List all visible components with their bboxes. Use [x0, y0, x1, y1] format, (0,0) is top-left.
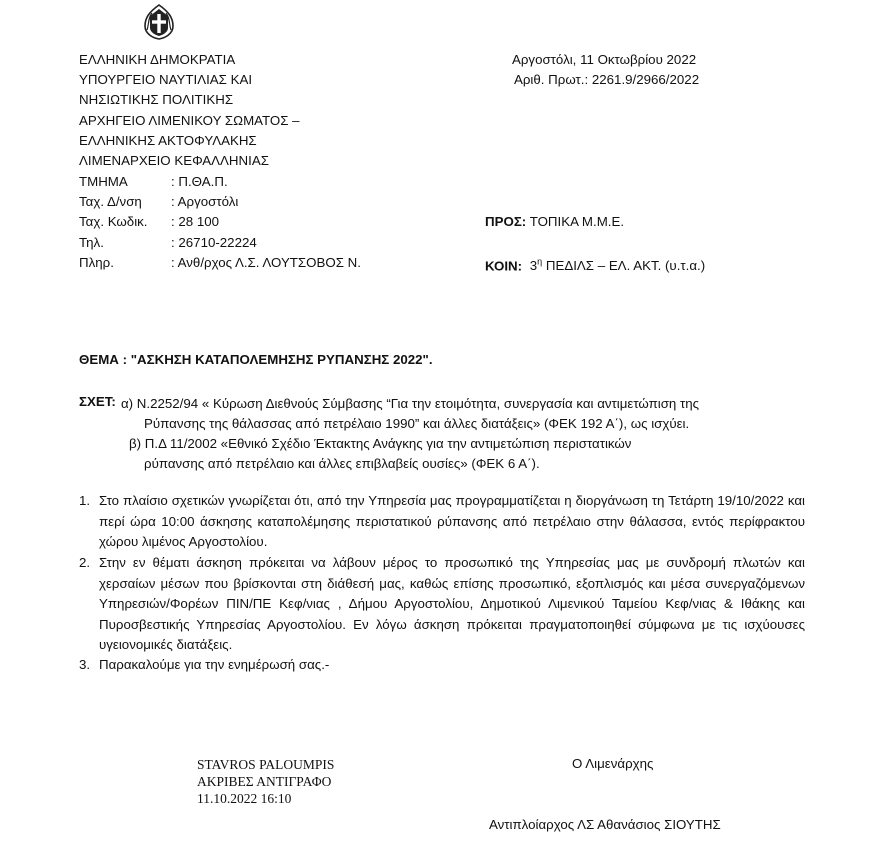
body-item — [79, 491, 805, 553]
item-text: Στην εν θέματι άσκηση πρόκειται να λάβουν μέρος το προσωπικό της Υπηρεσίας μας με συνδρομή πλωτών και χερσαίων μέσων που βρίσκονται στη διάθεσή μας, καθώς επίσης προσωπικό, εξοπλισμός και μέσα συνεργαζόμενων Υπηρεσιών/Φορέων ΠΙΝ/ΠΕ Κεφ/νιας , Δήμου Αργοστολίου, Δημοτικού Λιμενικού Ταμείου Κεφ/νιας & Ιθάκης και Πυροσβεστικής Υπηρεσίας Αργοστολίου. Εν λόγω άσκηση πρόκειται πραγματοποιηθεί σύμφωνα με τις ισχύουσες υγειονομικές διατάξεις. — [99, 555, 805, 653]
authority-line: ΛΙΜΕΝΑΡΧΕΙΟ ΚΕΦΑΛΛΗΝΙΑΣ — [79, 153, 269, 169]
recipient-to — [485, 212, 624, 232]
contact-info — [79, 172, 361, 273]
item-number: 3. — [79, 657, 91, 672]
contact-key: Ταχ. Δ/νση — [79, 194, 142, 210]
greek-coat-of-arms-icon — [141, 4, 177, 40]
references-label: ΣΧΕΤ: — [79, 394, 116, 409]
contact-key: ΤΜΗΜΑ — [79, 174, 128, 189]
reference-a-line1: α) Ν.2252/94 « Κύρωση Διεθνούς Σύμβασης “Για την ετοιμότητα, συνεργασία και αντιμετώπιση της — [121, 396, 700, 411]
reference-b-line2: ρύπανσης από πετρέλαιο και άλλες επιβλαβείς ουσίες» (ΦΕΚ 6 Α΄). — [144, 456, 540, 471]
protocol-number: Αριθ. Πρωτ.: 2261.9/2966/2022 — [514, 72, 700, 88]
place-date: Αργοστόλι, 11 Οκτωβρίου 2022 — [512, 52, 697, 67]
to-label: ΠΡΟΣ: — [485, 214, 527, 229]
to-value: ΤΟΠΙΚΑ Μ.Μ.Ε. — [529, 214, 625, 229]
reference-a-line2: Ρύπανσης της θάλασσας από πετρέλαιο 1990” και άλλες διατάξεις» (ΦΕΚ 192 Α΄), ως ισχύει. — [144, 416, 690, 431]
contact-key: Ταχ. Κωδικ. — [79, 214, 148, 230]
contact-row — [79, 172, 361, 192]
certified-copy-stamp — [197, 756, 334, 807]
contact-key: Τηλ. — [79, 234, 104, 250]
contact-value: : 28 100 — [171, 214, 220, 230]
body-item — [79, 655, 805, 676]
body-item — [79, 553, 805, 656]
subject-line: ΘΕΜΑ : "ΑΣΚΗΣΗ ΚΑΤΑΠΟΛΕΜΗΣΗΣ ΡΥΠΑΝΣΗΣ 2022". — [79, 352, 433, 367]
contact-key: Πληρ. — [79, 254, 114, 270]
contact-value: : 26710-22224 — [171, 234, 257, 250]
stamp-line: ΑΚΡΙΒΕΣ ΑΝΤΙΓΡΑΦΟ — [197, 774, 332, 789]
contact-value: : Αργοστόλι — [171, 194, 239, 210]
contact-row — [79, 212, 361, 232]
cc-label: ΚΟΙΝ: — [485, 258, 523, 274]
item-text: Παρακαλούμε για την ενημέρωσή σας.- — [99, 657, 330, 672]
contact-row — [79, 233, 361, 253]
authority-line: ΝΗΣΙΩΤΙΚΗΣ ΠΟΛΙΤΙΚΗΣ — [79, 92, 234, 108]
stamp-line: 11.10.2022 16:10 — [197, 791, 292, 806]
item-number: 1. — [79, 493, 91, 508]
contact-value: : Π.ΘΑ.Π. — [171, 174, 228, 189]
recipient-cc — [485, 252, 705, 277]
item-number: 2. — [79, 555, 91, 570]
cc-value: $3^\eta$ ΠΕΔΙΛΣ – ΕΛ. ΑΚΤ. (υ.τ.α.) — [529, 257, 706, 274]
stamp-line: STAVROS PALOUMPIS — [197, 757, 335, 772]
authority-line: ΕΛΛΗΝΙΚΗΣ ΑΚΤΟΦΥΛΑΚΗΣ — [79, 132, 257, 148]
authority-header — [79, 50, 300, 171]
document-meta — [512, 50, 699, 90]
authority-line: ΕΛΛΗΝΙΚΗ ΔΗΜΟΚΡΑΤΙΑ — [79, 52, 236, 67]
reference-b-line1: β) Π.Δ 11/2002 «Εθνικό Σχέδιο Έκτακτης Ανάγκης για την αντιμετώπιση περιστατικών — [129, 436, 632, 451]
signatory-name: Αντιπλοίαρχος ΛΣ Αθανάσιος ΣΙΟΥΤΗΣ — [489, 817, 721, 832]
contact-row — [79, 192, 361, 212]
authority-line: ΥΠΟΥΡΓΕΙΟ ΝΑΥΤΙΛΙΑΣ ΚΑΙ — [79, 72, 253, 88]
contact-value: : Ανθ/ρχος Λ.Σ. ΛΟΥΤΣΟΒΟΣ Ν. — [171, 254, 361, 270]
authority-line: ΑΡΧΗΓΕΙΟ ΛΙΜΕΝΙΚΟΥ ΣΩΜΑΤΟΣ – — [79, 112, 300, 128]
contact-row — [79, 253, 361, 273]
signatory-title: Ο Λιμενάρχης — [572, 756, 654, 771]
item-text: Στο πλαίσιο σχετικών γνωρίζεται ότι, από την Υπηρεσία μας προγραμματίζεται η διοργάνωση τη Τετάρτη 19/10/2022 και περί ώρα 10:00 άσκησης καταπολέμησης περιστατικού ρύπανσης από πετρέλαιο στην θάλασσα, εντός περίφρακτου χώρου λιμένος Αργοστολίου. — [99, 493, 805, 550]
